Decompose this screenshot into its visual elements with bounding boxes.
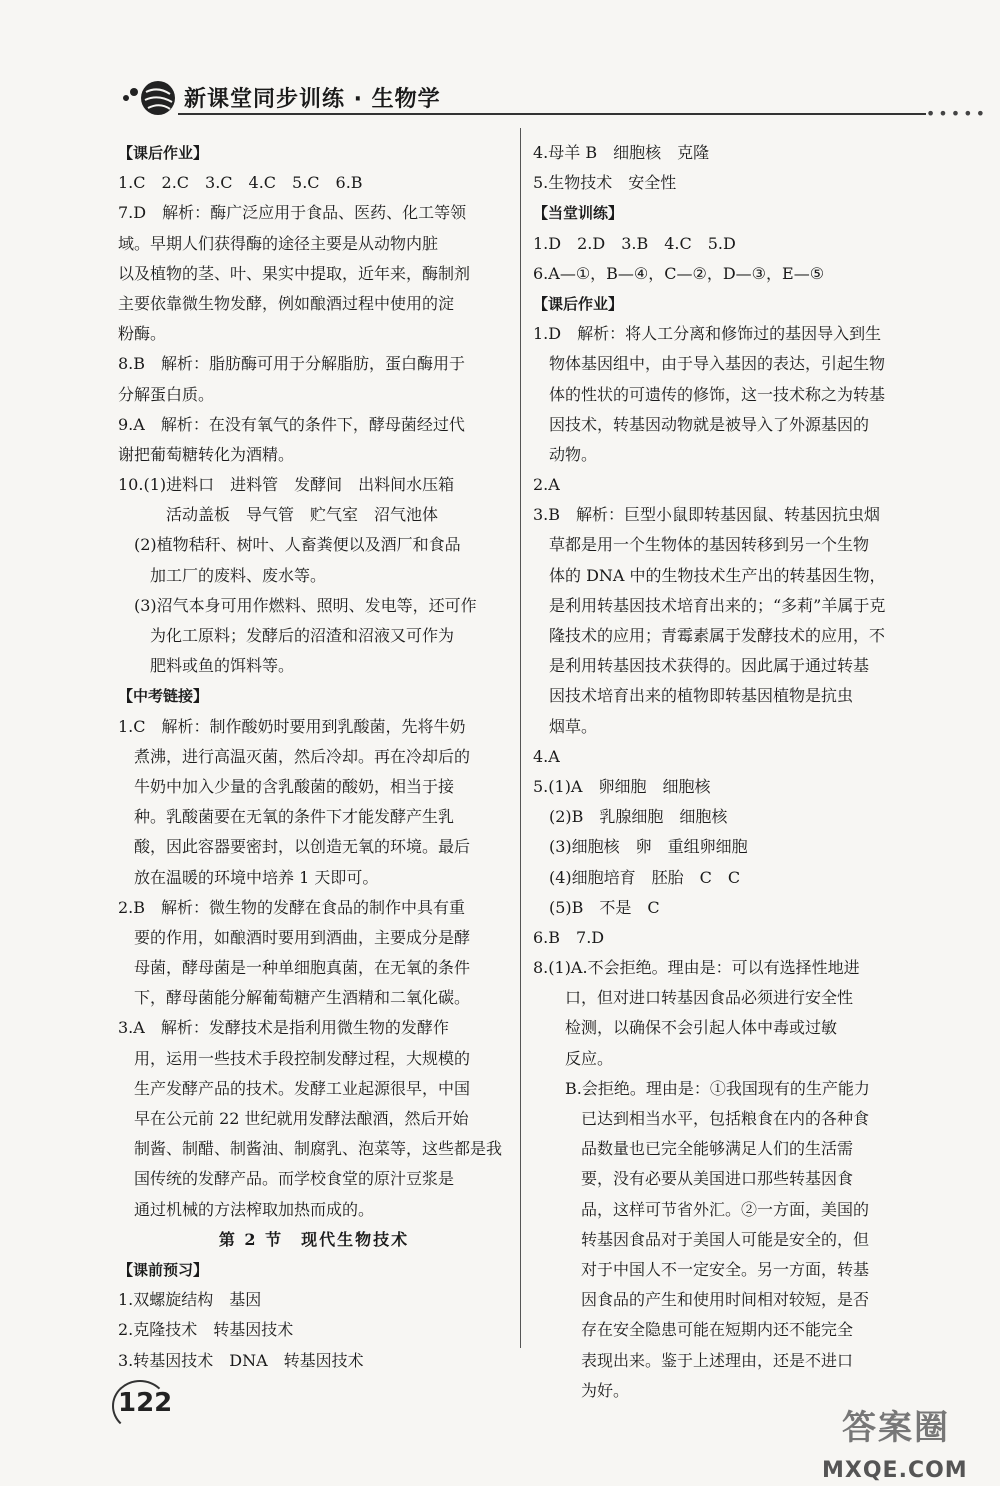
text-line: 通过机械的方法榨取加热而成的。 <box>118 1199 375 1219</box>
text-line: 反应。 <box>533 1048 614 1068</box>
text-line: 8.B 解析：脂肪酶可用于分解脂肪，蛋白酶用于 <box>118 354 466 374</box>
section-heading: 【当堂训练】 <box>533 204 624 223</box>
text-line: 制酱、制醋、制酱油、制腐乳、泡菜等，这些都是我 <box>118 1139 503 1159</box>
text-line: 品，这样可节省外汇。②一方面，美国的 <box>533 1199 870 1219</box>
book-logo-icon <box>118 78 180 118</box>
text-line: 3.B 解析：巨型小鼠即转基因鼠、转基因抗虫烟 <box>533 505 881 525</box>
text-line: 口，但对进口转基因食品必须进行安全性 <box>533 988 854 1008</box>
text-line: 煮沸，进行高温灭菌，然后冷却。再在冷却后的 <box>118 746 471 766</box>
text-line: 是利用转基因技术培育出来的；“多莉”羊属于克 <box>533 595 886 615</box>
text-line: 母菌，酵母菌是一种单细胞真菌，在无氧的条件 <box>118 958 471 978</box>
text-line: 用，运用一些技术手段控制发酵过程，大规模的 <box>118 1048 471 1068</box>
text-line: 表现出来。鉴于上述理由，还是不进口 <box>533 1350 854 1370</box>
section-title: 第 2 节 现代生物技术 <box>218 1229 410 1249</box>
text-line: 6.A—①，B—④，C—②，D—③，E—⑤ <box>533 263 825 283</box>
text-line: 已达到相当水平，包括粮食在内的各种食 <box>533 1109 870 1128</box>
text-line: 分解蛋白质。 <box>118 384 215 404</box>
text-line: 转基因食品对于美国人可能是安全的，但 <box>533 1229 870 1249</box>
text-line: 物体基因组中，由于导入基因的表达，引起生物 <box>533 354 886 374</box>
text-line: 2.克隆技术 转基因技术 <box>118 1320 294 1340</box>
text-line: 肥料或鱼的饵料等。 <box>118 656 295 676</box>
text-line: (3)细胞核 卵 重组卵细胞 <box>533 837 748 857</box>
left-column <box>118 138 510 1376</box>
section-heading: 【中考链接】 <box>118 687 209 706</box>
text-line: (5)B 不是 C <box>533 897 660 917</box>
text-line: 2.A <box>533 475 560 495</box>
text-line: 3.A 解析：发酵技术是指利用微生物的发酵作 <box>118 1018 449 1038</box>
text-line: 1.C 2.C 3.C 4.C 5.C 6.B <box>118 173 363 193</box>
text-line: 6.B 7.D <box>533 927 605 947</box>
section-heading: 【课后作业】 <box>118 144 209 162</box>
text-line: B.会拒绝。理由是：①我国现有的生产能力 <box>533 1078 870 1098</box>
text-line: 粉酶。 <box>118 324 167 344</box>
text-line: 主要依靠微生物发酵，例如酿酒过程中使用的淀 <box>118 293 455 313</box>
text-line: 加工厂的废料、废水等。 <box>118 565 327 585</box>
text-line: 烟草。 <box>533 716 598 736</box>
text-line: (2)植物秸秆、树叶、人畜粪便以及酒厂和食品 <box>118 535 461 555</box>
text-line: (2)B 乳腺细胞 细胞核 <box>533 807 728 827</box>
text-line: 为化工原料；发酵后的沼渣和沼液又可作为 <box>118 626 455 645</box>
text-line: 1.D 解析：将人工分离和修饰过的基因导入到生 <box>533 324 882 344</box>
page-number-ring <box>112 1380 168 1432</box>
header-rule <box>178 113 926 115</box>
text-line: 隆技术的应用；青霉素属于发酵技术的应用，不 <box>533 626 886 645</box>
text-line: 酸，因此容器要密封，以创造无氧的环境。最后 <box>118 837 471 857</box>
text-line: 牛奶中加入少量的含乳酸菌的酸奶，相当于接 <box>118 776 455 796</box>
text-line: 1.双螺旋结构 基因 <box>118 1290 262 1310</box>
text-line: 种。乳酸菌要在无氧的条件下才能发酵产生乳 <box>118 807 455 827</box>
text-line: 体的 DNA 中的生物技术生产出的转基因生物， <box>533 565 886 585</box>
text-line: 4.A <box>533 746 560 766</box>
text-line: 1.D 2.D 3.B 4.C 5.D <box>533 233 736 253</box>
page-header <box>118 78 988 123</box>
text-line: 8.(1)A.不会拒绝。理由是：可以有选择性地进 <box>533 958 860 978</box>
text-line: 1.C 解析：制作酸奶时要用到乳酸菌，先将牛奶 <box>118 716 466 736</box>
text-line: 域。早期人们获得酶的途径主要是从动物内脏 <box>118 233 439 253</box>
text-line: 因技术培育出来的植物即转基因植物是抗虫 <box>533 686 854 706</box>
text-line: 3.转基因技术 DNA 转基因技术 <box>118 1350 364 1370</box>
text-line: 动物。 <box>533 444 598 464</box>
text-line: 谢把葡萄糖转化为酒精。 <box>118 444 295 464</box>
text-line: 因技术，转基因动物就是被导入了外源基因的 <box>533 414 870 434</box>
text-line: 品数量也已完全能够满足人们的生活需 <box>533 1139 854 1159</box>
text-line: 要，没有必要从美国进口那些转基因食 <box>533 1169 854 1189</box>
text-line: 4.母羊 B 细胞核 克隆 <box>533 143 710 162</box>
text-line: 下，酵母菌能分解葡萄糖产生酒精和二氧化碳。 <box>118 988 471 1008</box>
text-line: 生产发酵产品的技术。发酵工业起源很早，中国 <box>118 1078 471 1098</box>
text-line: 9.A 解析：在没有氧气的条件下，酵母菌经过代 <box>118 414 465 434</box>
text-line: 存在安全隐患可能在短期内还不能完全 <box>533 1320 854 1340</box>
text-line: 以及植物的茎、叶、果实中提取，近年来，酶制剂 <box>118 263 471 283</box>
text-line: 早在公元前 22 世纪就用发酵法酿酒，然后开始 <box>118 1109 469 1128</box>
text-line: (4)细胞培育 胚胎 C C <box>533 867 741 887</box>
text-line: 草都是用一个生物体的基因转移到另一个生物 <box>533 535 870 555</box>
text-line: 检测，以确保不会引起人体中毒或过敏 <box>533 1018 838 1038</box>
text-line: 对于中国人不一定安全。另一方面，转基 <box>533 1259 870 1279</box>
watermark-logo: 答案圈 <box>842 1408 950 1448</box>
text-line: 国传统的发酵产品。而学校食堂的原汁豆浆是 <box>118 1169 455 1189</box>
text-line: 2.B 解析：微生物的发酵在食品的制作中具有重 <box>118 897 466 917</box>
text-line: 体的性状的可遗传的修饰，这一技术称之为转基 <box>533 384 886 404</box>
right-column <box>533 138 993 1406</box>
text-line: 5.(1)A 卵细胞 细胞核 <box>533 776 711 796</box>
text-line: 为好。 <box>533 1380 630 1400</box>
watermark-url: MXQE.COM <box>822 1458 968 1483</box>
text-line: 10.(1)进料口 进料管 发酵间 出料间水压箱 <box>118 475 455 495</box>
section-heading: 【课后作业】 <box>533 294 624 313</box>
text-line: 5.生物技术 安全性 <box>533 173 677 193</box>
column-divider <box>520 128 521 1348</box>
text-line: 7.D 解析：酶广泛应用于食品、医药、化工等领 <box>118 203 467 223</box>
text-line: 因食品的产生和使用时间相对较短，是否 <box>533 1290 870 1310</box>
text-line: (3)沼气本身可用作燃料、照明、发电等，还可作 <box>118 595 477 615</box>
page-number-text: 122 <box>118 1388 173 1418</box>
watermark <box>822 1400 997 1485</box>
text-line: 要的作用，如酿酒时要用到酒曲，主要成分是酵 <box>118 927 471 947</box>
section-heading: 【课前预习】 <box>118 1260 209 1279</box>
header-title: 新课堂同步训练 · 生物学 <box>184 87 441 112</box>
text-line: 放在温暖的环境中培养 1 天即可。 <box>118 867 379 887</box>
text-line: 是利用转基因技术获得的。因此属于通过转基 <box>533 656 870 676</box>
page-number <box>118 1388 172 1418</box>
text-line: 活动盖板 导气管 贮气室 沼气池体 <box>118 505 439 525</box>
header-dots: ••••• <box>925 104 988 123</box>
